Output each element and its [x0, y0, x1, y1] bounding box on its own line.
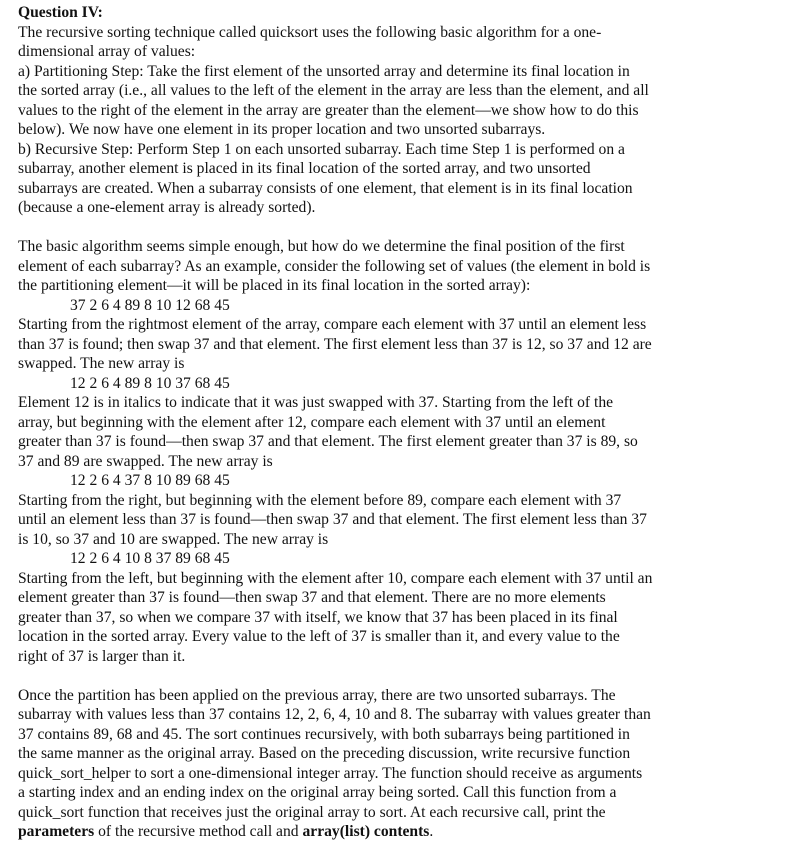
intro-line: The recursive sorting technique called quicksort uses the following basic algorithm for a one-: [18, 23, 602, 41]
step-line: than 37 is found; then swap 37 and that element. The first element less than 37 is 12, so 37 and 12 are: [18, 335, 652, 353]
example-line: The basic algorithm seems simple enough, but how do we determine the final position of the first: [18, 238, 625, 255]
array-original: 37 2 6 4 89 8 10 12 68 45: [70, 296, 230, 314]
conclusion-last-line: [18, 822, 801, 842]
intro-line: below). We now have one element in its proper location and two unsorted subarrays.: [18, 121, 546, 138]
array-after-third-swap: 12 2 6 4 10 8 37 89 68 45: [70, 550, 230, 567]
intro-paragraph: [18, 23, 801, 218]
step-line: right of 37 is larger than it.: [18, 647, 186, 665]
conclusion-paragraph: [18, 686, 801, 842]
step-line: Element 12 is in italics to indicate that it was just swapped with 37. Starting from the left of the: [18, 394, 614, 411]
paragraph-gap: [18, 218, 801, 238]
step-line: element greater than 37 is found—then swap 37 and that element. There are no more elements: [18, 589, 606, 606]
intro-line: subarray, another element is placed in its final location of the sorted array, and two unsorted: [18, 160, 591, 177]
step-line: greater than 37, so when we compare 37 with itself, we know that 37 has been placed in its final: [18, 608, 618, 626]
intro-line: the sorted array (i.e., all values to the left of the element in the array are less than the element, and all: [18, 82, 649, 99]
array-after-second-swap: 12 2 6 4 37 8 10 89 68 45: [70, 472, 230, 489]
last-line-middle-text: of the recursive method call and: [94, 823, 303, 840]
example-line: the partitioning element—it will be placed in its final location in the sorted array):: [18, 277, 531, 294]
step-line: Starting from the rightmost element of the array, compare each element with 37 until an element less: [18, 316, 647, 333]
intro-line: subarrays are created. When a subarray consists of one element, that element is in its final location: [18, 179, 633, 197]
conclusion-line: the same manner as the original array. Based on the preceding discussion, write recursive function: [18, 745, 631, 762]
intro-line: values to the right of the element in the array are greater than the element—we show how to do this: [18, 101, 639, 119]
example-paragraph: [18, 237, 801, 666]
last-line-period: .: [429, 823, 434, 840]
intro-line: b) Recursive Step: Perform Step 1 on each unsorted subarray. Each time Step 1 is performed on a: [18, 140, 625, 158]
conclusion-line: subarray with values less than 37 contains 12, 2, 6, 4, 10 and 8. The subarray with values greater than: [18, 706, 651, 723]
step-line: swapped. The new array is: [18, 355, 185, 372]
array-contents-bold-text: array(list) contents: [302, 823, 430, 840]
intro-line: (because a one-element array is already sorted).: [18, 199, 316, 216]
intro-line: a) Partitioning Step: Take the first element of the unsorted array and determine its final location in: [18, 62, 630, 80]
conclusion-line: quick_sort function that receives just the original array to sort. At each recursive call, print the: [18, 803, 606, 821]
step-line: location in the sorted array. Every value to the left of 37 is smaller than it, and every value to the: [18, 628, 620, 645]
parameters-bold-text: parameters: [18, 823, 95, 840]
example-line: element of each subarray? As an example, consider the following set of values (the element in bold is: [18, 257, 651, 275]
step-line: Starting from the right, but beginning with the element before 89, compare each element with 37: [18, 491, 622, 509]
conclusion-line: Once the partition has been applied on the previous array, there are two unsorted subarrays. The: [18, 686, 616, 704]
step-line: greater than 37 is found—then swap 37 and that element. The first element greater than 37 is 89, so: [18, 433, 638, 450]
question-title: Question IV:: [18, 4, 103, 21]
step-line: Starting from the left, but beginning with the element after 10, compare each element with 37 until an: [18, 569, 653, 587]
step-line: until an element less than 37 is found—then swap 37 and that element. The first element less than 37: [18, 511, 647, 528]
conclusion-line: a starting index and an ending index on the original array being sorted. Call this function from a: [18, 784, 617, 801]
step-line: 37 and 89 are swapped. The new array is: [18, 452, 273, 470]
conclusion-line: 37 contains 89, 68 and 45. The sort continues recursively, with both subarrays being partitioned in: [18, 725, 630, 743]
paragraph-gap: [18, 666, 801, 686]
conclusion-line: quick_sort_helper to sort a one-dimensional integer array. The function should receive as arguments: [18, 764, 643, 782]
array-after-first-swap: 12 2 6 4 89 8 10 37 68 45: [70, 374, 230, 392]
intro-line: dimensional array of values:: [18, 43, 196, 60]
step-line: array, but beginning with the element after 12, compare each element with 37 until an element: [18, 413, 606, 431]
step-line: is 10, so 37 and 10 are swapped. The new array is: [18, 530, 329, 548]
